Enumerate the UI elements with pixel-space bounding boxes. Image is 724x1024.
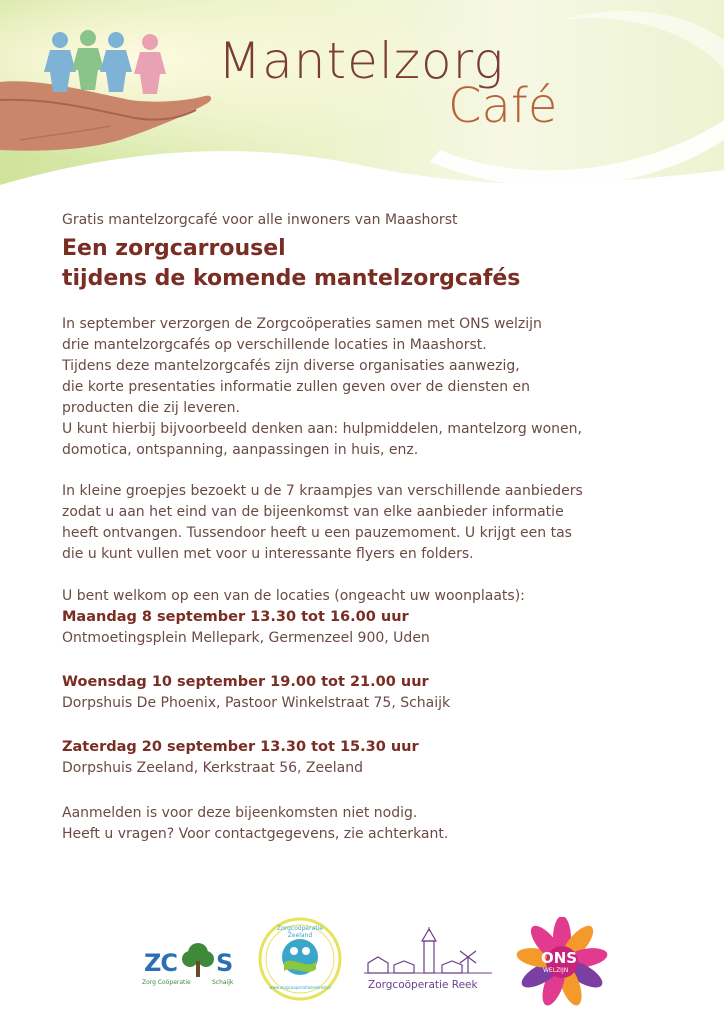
event-date: Zaterdag 20 september 13.30 tot 15.30 uur bbox=[62, 739, 419, 755]
event-list bbox=[62, 607, 682, 779]
event-location: Ontmoetingsplein Mellepark, Germenzeel 900, Uden bbox=[62, 630, 430, 646]
zeeland-ring-bottom: www.zorgcooperatiezeeland.nl bbox=[269, 985, 331, 990]
heading-line-2: tijdens de komende mantelzorgcafés bbox=[62, 266, 521, 291]
ons-welzijn-text: WELZIJN bbox=[543, 967, 569, 974]
locations-intro: U bent welkom op een van de locaties (ongeacht uw woonplaats): bbox=[62, 588, 525, 604]
main-content bbox=[62, 212, 682, 845]
paragraph-details: In kleine groepjes bezoekt u de 7 kraampjes van verschillende aanbieders zodat u aan het eind van de bijeenkomst van elke aanbieder informatie heeft ontvangen. Tussendoor heeft u een pauzemoment. U krijgt een tas die u kunt vullen met voor u interessante flyers en folders. bbox=[62, 483, 583, 562]
event-item bbox=[62, 737, 682, 779]
reek-logo bbox=[364, 927, 492, 997]
reek-village-icon bbox=[364, 927, 492, 977]
ons-text: ONS bbox=[541, 949, 578, 967]
zcos-letters: ZC bbox=[144, 949, 178, 977]
paragraph-intro: In september verzorgen de Zorgcoöperaties samen met ONS welzijn drie mantelzorgcafés op verschillende locaties in Maashorst. Tijdens deze mantelzorgcafés zijn diverse organisaties aanwezig, die korte presentaties informatie zullen geven over de diensten en producten die zij leveren. U kunt hierbij bijvoorbeeld denken aan: hulpmiddelen, mantelzorg wonen, domotica, ontspanning, aanpassingen in huis, enz. bbox=[62, 316, 582, 458]
zcos-logo bbox=[140, 935, 240, 995]
zcos-subtitle-place: Schaijk bbox=[212, 979, 234, 986]
header-artwork bbox=[0, 0, 724, 200]
ons-welzijn-logo bbox=[505, 917, 620, 1007]
zeeland-ring-top: Zorgcoöperatie Zeeland bbox=[277, 925, 323, 939]
event-location: Dorpshuis De Phoenix, Pastoor Winkelstraat 75, Schaijk bbox=[62, 695, 451, 711]
partner-logos bbox=[0, 905, 724, 1015]
intro-text: Gratis mantelzorgcafé voor alle inwoners van Maashorst bbox=[62, 212, 458, 228]
reek-label: Zorgcoöperatie Reek bbox=[368, 979, 478, 991]
event-item bbox=[62, 607, 682, 649]
event-item bbox=[62, 672, 682, 714]
zcos-subtitle: Zorg Coöperatie bbox=[142, 979, 191, 986]
zeeland-logo bbox=[256, 915, 344, 1003]
event-date: Woensdag 10 september 19.00 tot 21.00 uur bbox=[62, 674, 429, 690]
zcos-letter-s: S bbox=[216, 949, 234, 977]
title-cafe: Café bbox=[448, 78, 558, 134]
event-location: Dorpshuis Zeeland, Kerkstraat 56, Zeeland bbox=[62, 760, 363, 776]
heading-line-1: Een zorgcarrousel bbox=[62, 236, 286, 261]
title-mantelzorg: Mantelzorg bbox=[218, 32, 505, 90]
closing-text: Aanmelden is voor deze bijeenkomsten niet nodig. Heeft u vragen? Voor contactgegevens, zie achterkant. bbox=[62, 805, 449, 842]
header-banner bbox=[0, 0, 724, 200]
page-heading bbox=[62, 234, 682, 294]
event-date: Maandag 8 september 13.30 tot 16.00 uur bbox=[62, 609, 409, 625]
